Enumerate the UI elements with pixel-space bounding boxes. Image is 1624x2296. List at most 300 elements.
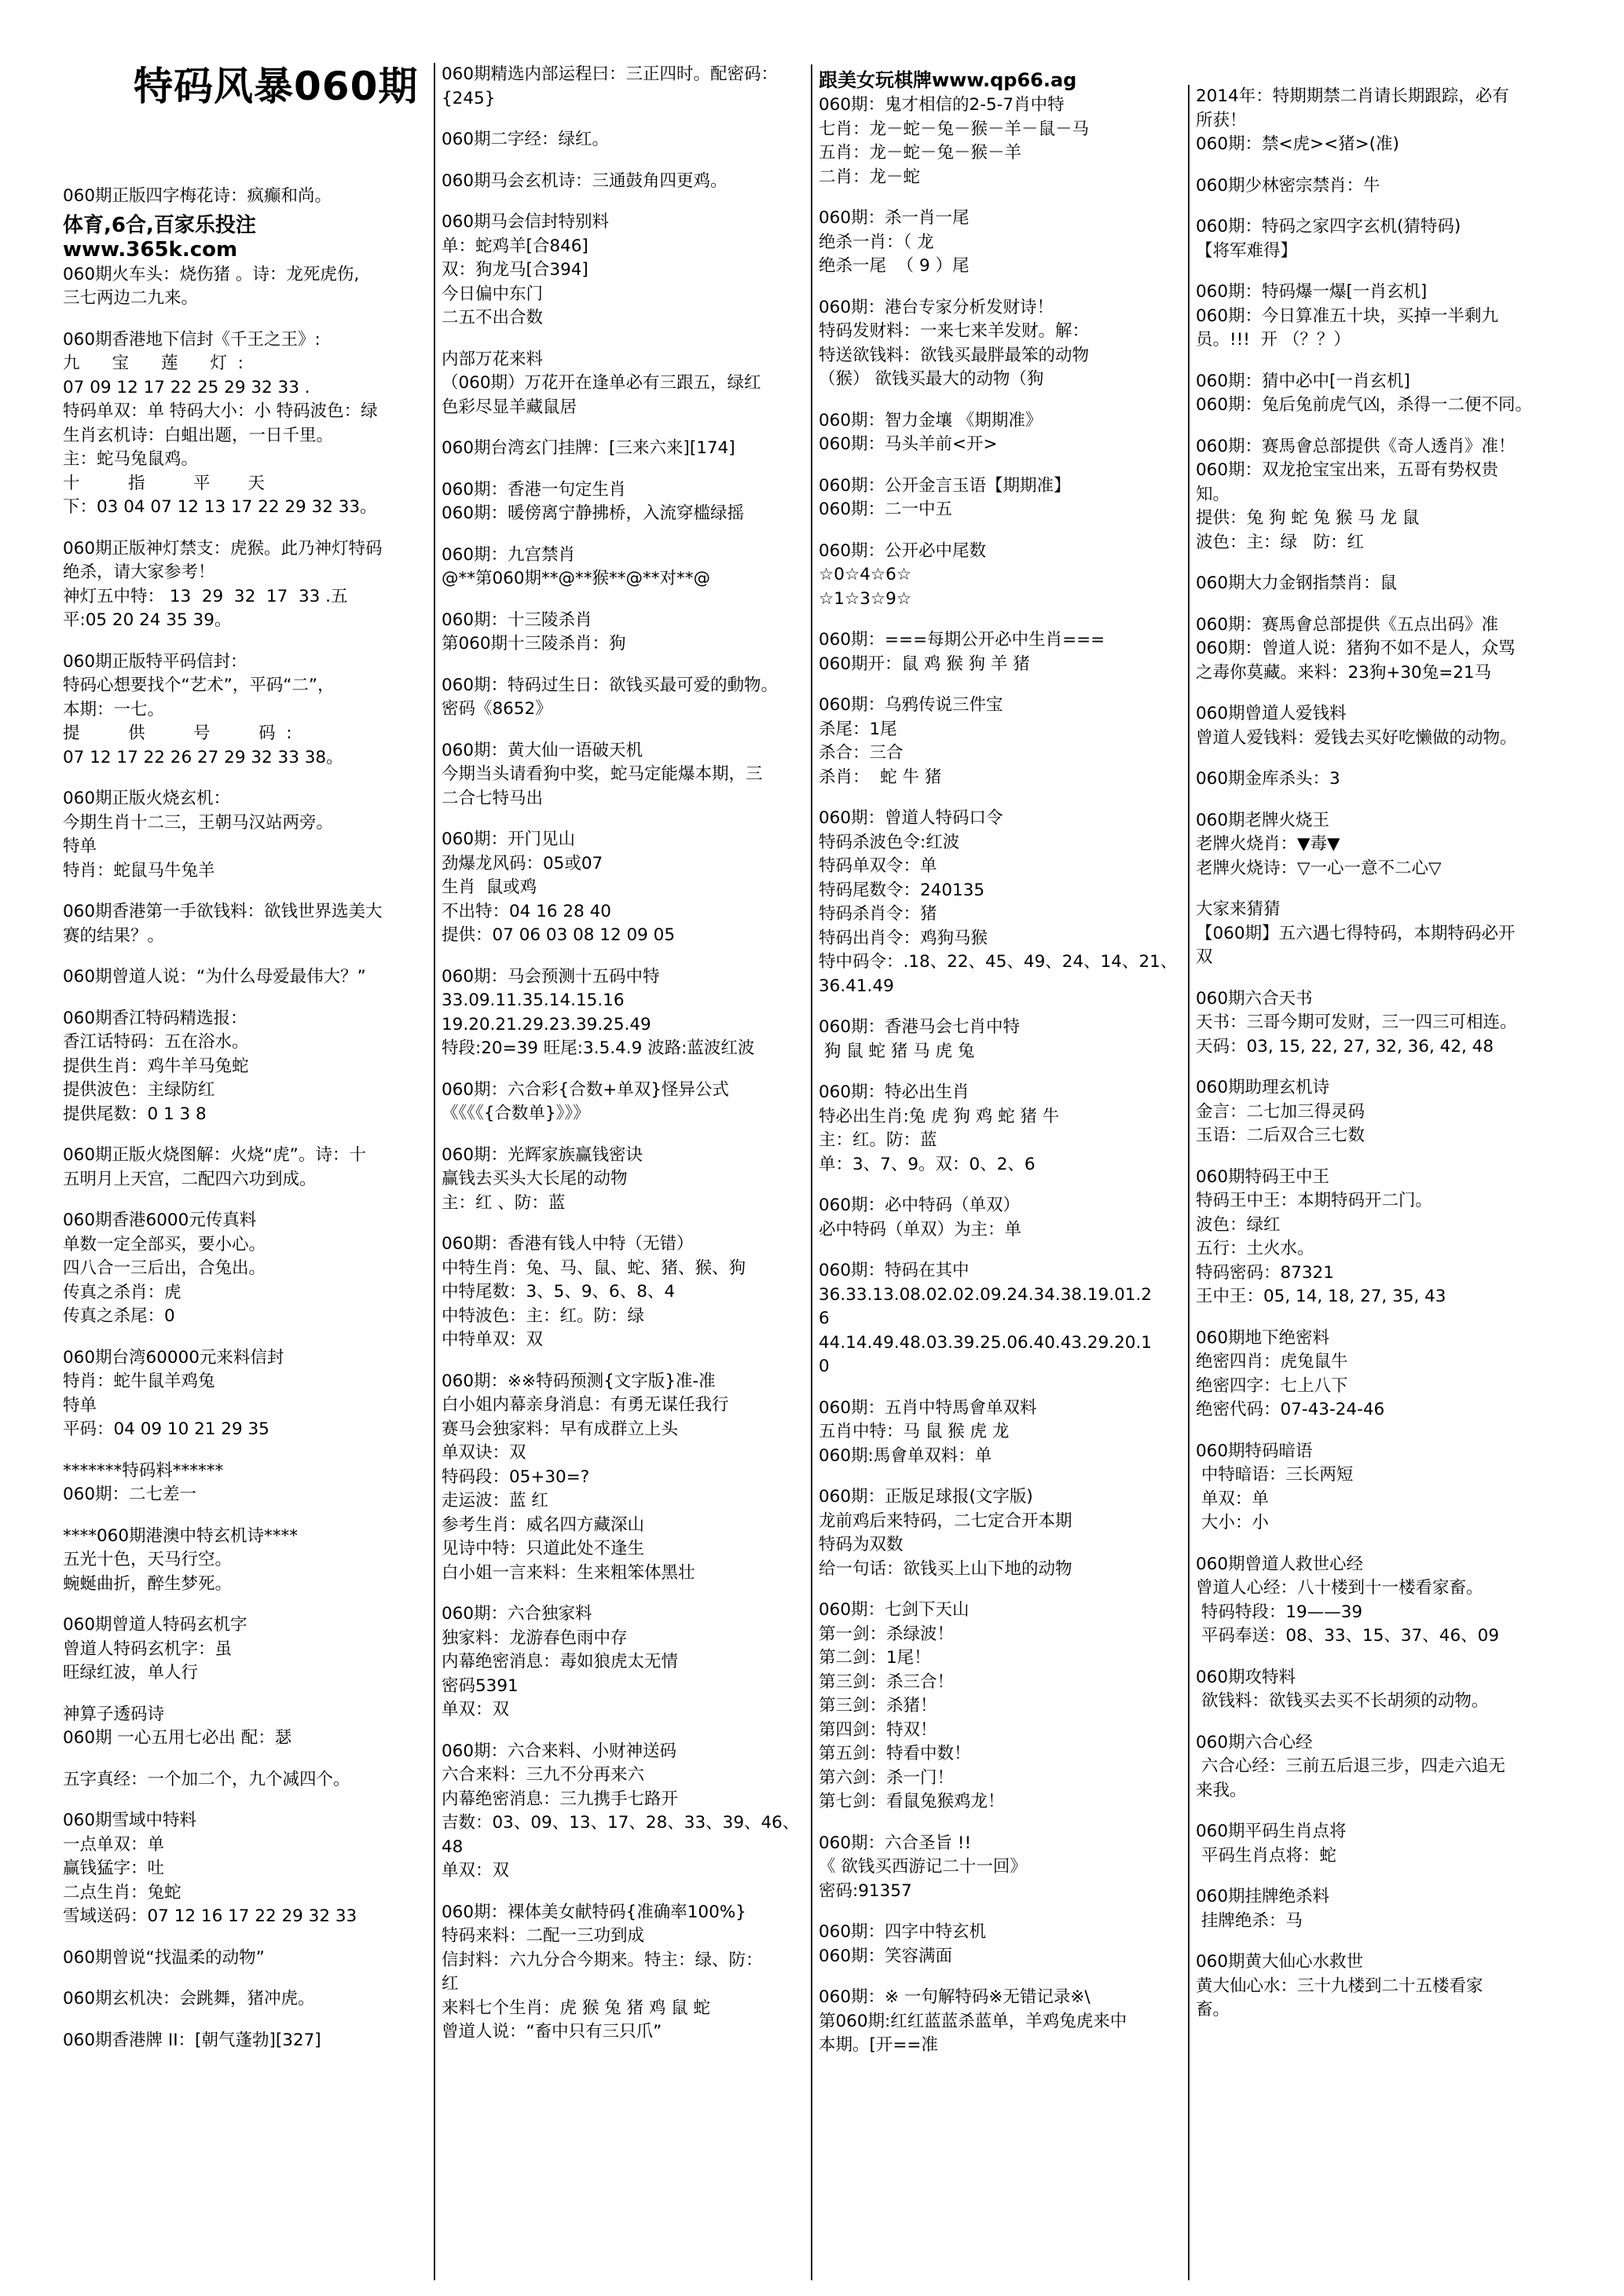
- text-line: 雪域送码：07 12 16 17 22 29 32 33: [63, 1906, 357, 1926]
- text-line: 060期：香港马会七肖中特: [819, 1017, 1021, 1037]
- text-line: 五明月上天宫，二配四六功到成。: [63, 1169, 317, 1189]
- text-line: 下：03 04 07 12 13 17 22 29 32 33。: [63, 497, 377, 517]
- text-line: 060期助理玄机诗: [1196, 1078, 1330, 1097]
- text-line: 060期：今日算准五十块，买掉一半剩九: [1196, 306, 1499, 326]
- text-line: 特肖：蛇牛鼠羊鸡兔: [63, 1371, 215, 1391]
- text-line: 神灯五中特： 13 29 32 17 33 .五: [63, 586, 348, 606]
- tip-block: [442, 128, 805, 152]
- text-line: 中特单双：双: [442, 1330, 544, 1349]
- text-line: 07 09 12 17 22 25 29 32 33 .: [63, 377, 310, 397]
- text-line: ****060期港澳中特玄机诗****: [63, 1525, 299, 1546]
- text-line: 绝杀一肖：（ 龙: [819, 232, 934, 252]
- text-line: ☆0☆4☆6☆: [819, 565, 912, 584]
- text-line: 必中特码（单双）为主：单: [819, 1219, 1022, 1240]
- text-line: 060期曾道人救世心经: [1196, 1554, 1364, 1574]
- text-line: 天码：03, 15, 22, 27, 32, 36, 42, 48: [1196, 1036, 1494, 1056]
- tip-block: [819, 628, 1182, 676]
- text-line: 知。: [1196, 484, 1230, 504]
- text-line: 特码单双：单 特码大小：小 特码波色：绿: [63, 401, 378, 421]
- tip-block: [442, 1602, 805, 1723]
- text-line: 大家来猜猜: [1196, 899, 1281, 919]
- tip-block: [819, 1986, 1182, 2058]
- text-line: 060期：特必出生肖: [819, 1082, 970, 1102]
- text-line: 060期：黄大仙一语破天机: [442, 740, 643, 760]
- text-line: 060期正版四字梅花诗：疯癫和尚。: [63, 186, 332, 206]
- tip-block: [819, 1832, 1182, 1904]
- brand-link[interactable]: 跟美女玩棋牌www.qp66.ag: [819, 69, 1077, 91]
- text-line: 六合来料：三九不分再来六: [442, 1765, 645, 1785]
- text-line: 060期：曾道人特码口令: [819, 808, 1003, 828]
- text-line: 060期曾道人说：“为什么母爱最伟大？”: [63, 967, 366, 987]
- tip-block: [1196, 174, 1567, 199]
- text-line: 绝密四字：七上八下: [1196, 1375, 1348, 1396]
- text-line: 曾道人爱钱料：爱钱去买好吃懒做的动物。: [1196, 727, 1517, 748]
- tip-block: [442, 674, 805, 722]
- text-line: 赛马会独家料：早有成群立上头: [442, 1419, 679, 1439]
- text-line: 060期台湾玄门挂牌：[三来六来][174]: [442, 438, 735, 458]
- text-line: 四八合一三后出，合兔出。: [63, 1258, 266, 1278]
- tip-block: [442, 965, 805, 1061]
- text-line: 信封料：六九分合今期来。特主：绿、防：: [442, 1950, 763, 1970]
- text-line: 波色：主：绿 防：红: [1196, 532, 1365, 552]
- text-line: 黄大仙心水：三十九楼到二十五楼看家: [1196, 1976, 1483, 1996]
- tip-block: [1196, 1553, 1567, 1649]
- brand-link[interactable]: 体育,6合,百家乐投注www.365k.com: [63, 213, 256, 262]
- text-line: 赢钱去买头大长尾的动物: [442, 1169, 628, 1188]
- tip-block: [1196, 1885, 1567, 1933]
- tip-block: [442, 1740, 805, 1884]
- text-line: 提供生肖：鸡牛羊马兔蛇: [63, 1056, 249, 1076]
- text-line: 060期：特码之家四字玄机(猜特码): [1196, 217, 1461, 236]
- tip-block: [442, 211, 805, 331]
- text-line: 060期：双龙抢宝宝出来，五哥有势权贵: [1196, 460, 1499, 480]
- text-line: 今期生肖十二三，王朝马汉站两旁。: [63, 812, 334, 833]
- text-line: 060期曾道人特码玄机字: [63, 1615, 247, 1635]
- text-line: 第七剑：看鼠兔猴鸡龙！: [819, 1792, 1005, 1811]
- column-3: [811, 64, 1188, 2280]
- text-line: 特码发财料：一来七来羊发财。解：: [819, 321, 1090, 341]
- text-line: ☆1☆3☆9☆: [819, 588, 912, 609]
- text-line: 本期。[开==准: [819, 2035, 938, 2055]
- tip-block: [63, 1209, 427, 1329]
- text-line: 平码生肖点将：蛇: [1196, 1845, 1336, 1866]
- text-line: 060期：开门见山: [442, 829, 576, 849]
- text-line: 第三剑：杀三合！: [819, 1672, 955, 1692]
- text-line: 060期台湾60000元来料信封: [63, 1347, 284, 1368]
- text-line: 欲钱料：欲钱买去买不长胡须的动物。: [1196, 1691, 1489, 1711]
- tip-block: [442, 1370, 805, 1586]
- text-line: 060期特码暗语: [1196, 1441, 1313, 1461]
- tip-block: [442, 1232, 805, 1353]
- tip-block: [819, 1485, 1182, 1581]
- tip-block: [63, 900, 427, 948]
- tip-block: [1196, 1440, 1567, 1536]
- text-line: 《 欲钱买西游记二十一回》: [819, 1857, 1027, 1877]
- text-line: 杀尾：1尾: [819, 719, 897, 739]
- text-line: 提供：07 06 03 08 12 09 05: [442, 925, 676, 945]
- text-line: 特单: [63, 1395, 97, 1415]
- text-line: 060期：兔后兔前虎气凶，杀得一二便不同。: [1196, 395, 1533, 415]
- text-line: 五光十色，天马行空。: [63, 1550, 233, 1569]
- text-line: 所获！: [1196, 110, 1247, 130]
- text-line: 060期：七剑下天山: [819, 1600, 970, 1620]
- text-line: 060期：公开金言玉语【期期准】: [819, 475, 1071, 496]
- tip-block: [442, 437, 805, 461]
- tip-block: [819, 409, 1182, 457]
- text-line: 36.33.13.08.02.02.09.24.34.38.19.01.2: [819, 1284, 1152, 1305]
- text-line: 060期:馬會单双料：单: [819, 1445, 992, 1466]
- text-line: 绝杀一尾 （ 9 ）尾: [819, 256, 970, 276]
- text-line: 平:05 20 24 35 39。: [63, 610, 232, 630]
- tip-block: [442, 63, 805, 111]
- text-line: 单数一定全部买，要小心。: [63, 1234, 266, 1254]
- text-line: 060期：禁<虎><猪>(准): [1196, 134, 1399, 154]
- text-line: 一点单双：单: [63, 1834, 165, 1855]
- tip-block: [1196, 85, 1567, 157]
- text-line: 特必出生肖:兔 虎 狗 鸡 蛇 猪 牛: [819, 1106, 1060, 1126]
- text-line: 绝密代码：07-43-24-46: [1196, 1400, 1385, 1419]
- text-line: 五肖中特：马 鼠 猴 虎 龙: [819, 1422, 1010, 1441]
- text-line: 060期玄机决：会跳舞，猪冲虎。: [63, 1989, 315, 2009]
- text-line: 天书：三哥今期可发财，三一四三可相连。: [1196, 1013, 1517, 1032]
- tip-block: [442, 478, 805, 526]
- text-line: 主：蛇马兔鼠鸡。: [63, 449, 199, 469]
- tip-block: [442, 739, 805, 811]
- tip-block: [1196, 1820, 1567, 1868]
- tip-block: [63, 1703, 427, 1751]
- text-line: 060期：六合圣旨 !!: [819, 1833, 972, 1853]
- text-line: 060期平码生肖点将: [1196, 1822, 1347, 1841]
- text-line: 赛的结果？。: [63, 925, 165, 946]
- text-line: 特码段：05+30=?: [442, 1467, 590, 1487]
- text-line: 060期大力金钢指禁肖：鼠: [1196, 573, 1398, 593]
- text-line: 见诗中特：只道此处不逢生: [442, 1539, 645, 1558]
- tip-block: [819, 1016, 1182, 1064]
- text-line: 060期：港台专家分析发财诗！: [819, 297, 1054, 317]
- text-line: 七肖：龙－蛇－兔－猴－羊－鼠－马: [819, 119, 1090, 139]
- tip-block: [442, 828, 805, 948]
- tip-block: [819, 807, 1182, 998]
- text-line: 060期少林密宗禁肖：牛: [1196, 175, 1380, 196]
- text-line: 中特波色：主：红。防：绿: [442, 1305, 645, 1326]
- text-line: 060期：香港有钱人中特（无错）: [442, 1234, 694, 1254]
- text-line: 单：蛇鸡羊[合846]: [442, 236, 588, 256]
- text-line: 060期六合心经: [1196, 1732, 1313, 1752]
- text-line: 33.09.11.35.14.15.16: [442, 991, 625, 1010]
- tip-block: [63, 1809, 427, 1929]
- text-line: 生肖 鼠或鸡: [442, 877, 537, 897]
- tip-block: [819, 694, 1182, 789]
- text-line: 玉语：二后双合三七数: [1196, 1126, 1366, 1145]
- tip-block: [63, 1007, 427, 1127]
- tip-block: [819, 207, 1182, 279]
- text-line: 060期：二一中五: [819, 500, 953, 519]
- text-line: 王中王：05, 14, 18, 27, 35, 43: [1196, 1287, 1446, 1306]
- tip-block: [63, 1346, 427, 1442]
- text-line: 060期马会信封特别料: [442, 212, 610, 232]
- text-line: 060期地下绝密料: [1196, 1327, 1330, 1348]
- text-line: 中特生肖：兔、马、鼠、蛇、猪、猴、狗: [442, 1258, 746, 1278]
- tip-block: [1196, 767, 1567, 792]
- text-line: 特码杀肖令：猪: [819, 904, 937, 924]
- text-line: 内幕绝密消息：毒如狼虎太无情: [442, 1652, 679, 1672]
- text-line: 060期：马会预测十五码中特: [442, 966, 660, 987]
- text-line: 060期雪域中特料: [63, 1811, 197, 1830]
- text-line: 060期：正版足球报(文字版): [819, 1487, 1033, 1507]
- text-line: 060期：杀一肖一尾: [819, 208, 970, 228]
- text-line: 传真之杀肖：虎: [63, 1282, 181, 1302]
- column-2: [434, 63, 811, 2280]
- text-line: 060期：※ 一句解特码※无错记录※\: [819, 1987, 1091, 2007]
- text-line: 参考生肖：威名四方藏深山: [442, 1514, 645, 1535]
- text-line: 蜿蜒曲折，醉生梦死。: [63, 1573, 233, 1594]
- text-line: 48: [442, 1836, 464, 1857]
- tip-block: [819, 1921, 1182, 1968]
- text-line: 特码尾数令：240135: [819, 880, 985, 900]
- text-line: 第六剑：杀一门！: [819, 1767, 955, 1788]
- text-line: 第四剑：特双！: [819, 1719, 937, 1740]
- text-line: 特码出肖令：鸡狗马猴: [819, 928, 988, 948]
- text-line: 绝杀，请大家参考！: [63, 562, 215, 582]
- text-line: 060期：光辉家族赢钱密诀: [442, 1144, 643, 1165]
- text-line: 提供波色：主绿防红: [63, 1080, 215, 1100]
- text-line: 本期：一七。: [63, 699, 165, 720]
- text-line: 来料七个生肖：虎 猴 兔 猪 鸡 鼠 蛇: [442, 1998, 711, 2018]
- text-line: 神算子透码诗: [63, 1704, 165, 1724]
- text-line: @**第060期**@**猴**@**对**@: [442, 569, 711, 588]
- text-line: 060期：香港一句定生肖: [442, 479, 626, 500]
- text-line: 密码《8652》: [442, 699, 552, 719]
- text-line: 单双：单: [1196, 1489, 1269, 1509]
- text-line: 中特尾数：3、5、9、6、8、4: [442, 1282, 676, 1302]
- text-line: 双: [1196, 947, 1213, 967]
- text-line: 060期挂牌绝杀料: [1196, 1887, 1330, 1906]
- text-line: 中特暗语：三长两短: [1196, 1465, 1354, 1485]
- column-4: [1188, 85, 1573, 2280]
- text-line: 6: [819, 1309, 830, 1328]
- text-line: 44.14.49.48.03.39.25.06.40.43.29.20.1: [819, 1332, 1152, 1353]
- tip-block: [1196, 702, 1567, 750]
- tip-block: [1196, 613, 1567, 686]
- text-line: 060期金库杀头：3: [1196, 769, 1340, 789]
- tip-block: [1196, 1076, 1567, 1148]
- text-line: 060期正版火烧玄机：: [63, 789, 231, 808]
- tip-block: [1196, 1327, 1567, 1423]
- text-line: 特码特段：19——39: [1196, 1602, 1363, 1622]
- text-line: 二五不出合数: [442, 308, 544, 328]
- text-line: 特码杀波色令:红波: [819, 832, 960, 852]
- tip-block: [442, 170, 805, 194]
- text-line: 曾道人说：“畜中只有三只爪”: [442, 2022, 662, 2041]
- text-line: 今日偏中东门: [442, 284, 544, 304]
- tip-block: [442, 1078, 805, 1126]
- text-line: 第二剑：1尾！: [819, 1648, 931, 1668]
- text-line: 060期：马头羊前<开>: [819, 434, 998, 454]
- text-line: 060期：五肖中特馬會单双料: [819, 1397, 1037, 1418]
- text-line: 060期：六合独家料: [442, 1604, 592, 1624]
- text-line: 特码王中王：本期特码开二门。: [1196, 1191, 1433, 1210]
- text-line: 060期：裸体美女献特码{准确率100%}: [442, 1902, 746, 1922]
- tip-block: [63, 328, 427, 520]
- tip-block: [442, 609, 805, 657]
- tip-block: [819, 474, 1182, 522]
- tip-block: [63, 1987, 427, 2012]
- text-line: 第060期:红红蓝蓝杀蓝单，羊鸡兔虎来中: [819, 2011, 1127, 2031]
- text-line: {245}: [442, 88, 496, 108]
- text-line: 060期：智力金壤 《期期准》: [819, 410, 1043, 430]
- text-line: 060期精选内部运程曰：三正四时。配密码：: [442, 64, 779, 84]
- text-line: 060期攻特料: [1196, 1667, 1296, 1687]
- text-line: 提供尾数：0 1 3 8: [63, 1104, 207, 1124]
- tip-block: [1196, 370, 1567, 418]
- text-line: 07 12 17 22 26 27 29 32 33 38。: [63, 747, 343, 767]
- text-line: 单双诀：双: [442, 1443, 526, 1463]
- text-line: 060期：鬼才相信的2-5-7肖中特: [819, 95, 1065, 115]
- tip-block: [819, 1598, 1182, 1814]
- text-line: 060期：特码在其中: [819, 1261, 970, 1280]
- text-line: 来我。: [1196, 1780, 1247, 1800]
- text-line: 特送欲钱料：欲钱买最胖最笨的动物: [819, 345, 1090, 365]
- text-line: 060期：必中特码（单双）: [819, 1196, 1021, 1215]
- text-line: 特中码令：.18、22、45、49、24、14、21、: [819, 952, 1178, 972]
- text-line: 单：3、7、9。双：0、2、6: [819, 1154, 1036, 1174]
- text-line: 0: [819, 1357, 830, 1376]
- text-line: 060期：赛馬會总部提供《五点出码》准: [1196, 614, 1499, 635]
- text-line: 060期香港牌 II：[朝气蓬勃][327]: [63, 2030, 321, 2050]
- tip-block: [63, 1144, 427, 1192]
- text-line: 单双：双: [442, 1700, 510, 1719]
- text-line: 060期：二七差一: [63, 1485, 197, 1504]
- text-line: 特单: [63, 837, 97, 856]
- tip-block: [1196, 898, 1567, 970]
- tip-block: [442, 1901, 805, 2045]
- text-line: 060期：乌鸦传说三件宝: [819, 695, 1003, 715]
- text-line: 060期正版特平码信封：: [63, 651, 247, 672]
- tip-block: [1196, 1731, 1567, 1803]
- tip-block: [819, 1397, 1182, 1469]
- text-line: 060期：※※特码预测{文字版}准-准: [442, 1371, 716, 1391]
- text-line: 老牌火烧诗：▽一心一意不二心▽: [1196, 858, 1442, 878]
- text-line: 060期：赛馬會总部提供《奇人透肖》准！: [1196, 436, 1516, 456]
- text-line: 特码为双数: [819, 1535, 904, 1554]
- text-line: 060期黄大仙心水救世: [1196, 1952, 1364, 1972]
- text-line: 提 供 号 码 :: [63, 723, 292, 743]
- text-line: 平码奉送：08、33、15、37、46、09: [1196, 1626, 1499, 1646]
- text-line: 2014年：特期期禁二肖请长期跟踪，必有: [1196, 86, 1509, 106]
- text-line: 波色：绿红: [1196, 1214, 1281, 1235]
- tip-block: [819, 296, 1182, 392]
- text-line: 九 宝 莲 灯 :: [63, 353, 244, 373]
- text-line: 060期开：鼠 鸡 猴 狗 羊 猪: [819, 654, 1030, 674]
- text-line: 旺绿红波，单人行: [63, 1663, 199, 1683]
- text-line: 主：红 、防：蓝: [442, 1192, 566, 1213]
- tip-block: [442, 348, 805, 420]
- text-line: 单双：双: [442, 1861, 510, 1880]
- text-line: 员。!!! 开 （？？）: [1196, 330, 1351, 350]
- text-line: 060期正版火烧图解：火烧“虎”。诗：十: [63, 1145, 366, 1165]
- text-line: 独家料：龙游春色雨中存: [442, 1628, 628, 1648]
- text-line: 白小姐内幕亲身消息：有勇无谋任我行: [442, 1395, 729, 1415]
- text-line: 060期：六合彩{合数+单双}怪异公式: [442, 1079, 729, 1100]
- text-line: 19.20.21.29.23.39.25.49: [442, 1014, 651, 1034]
- text-line: 060期香港第一手欲钱料：欲钱世界选美大: [63, 902, 383, 921]
- text-line: 060期曾说“找温柔的动物”: [63, 1947, 265, 1968]
- tip-block: [63, 2029, 427, 2053]
- tip-block: [1196, 1950, 1567, 2023]
- tip-block: [63, 1768, 427, 1792]
- text-line: 之毒你莫藏。来料：23狗+30兔=21马: [1196, 662, 1492, 683]
- text-line: 白小姐一言来料：生来粗笨体黑壮: [442, 1562, 695, 1583]
- text-line: 二肖：龙－蛇: [819, 167, 921, 187]
- text-line: 060期：特码爆一爆[一肖玄机]: [1196, 282, 1428, 302]
- text-line: 特码心想要找个“艺术”，平码“二”，: [63, 676, 335, 695]
- text-line: 曾道人心经：八十楼到十一楼看家畜。: [1196, 1578, 1483, 1598]
- text-line: 畜。: [1196, 2000, 1230, 2020]
- text-line: 金言：二七加三得灵码: [1196, 1101, 1366, 1122]
- text-line: 走运波：蓝 红: [442, 1491, 548, 1511]
- text-line: 吉数：03、09、13、17、28、33、39、46、: [442, 1813, 800, 1833]
- text-line: 提供：兔 狗 蛇 兔 猴 马 龙 鼠: [1196, 508, 1420, 528]
- tip-block: [819, 1081, 1182, 1177]
- text-line: 060期火车头：烧伤猪 。诗：龙死虎伤,: [63, 264, 360, 284]
- text-line: 060期：公开必中尾数: [819, 540, 987, 561]
- text-line: 色彩尽显羊藏鼠居: [442, 397, 577, 417]
- text-line: 五肖：龙－蛇－兔－猴－羊: [819, 143, 1022, 163]
- text-line: 红: [442, 1974, 459, 1994]
- tip-block: [63, 965, 427, 990]
- text-line: 十 指 平 天: [63, 473, 265, 493]
- text-line: 060期：曾道人说：猪狗不如不是人，众骂: [1196, 639, 1516, 658]
- text-line: 今期当头请看狗中奖，蛇马定能爆本期，三: [442, 764, 763, 784]
- text-line: 特码单双令：单: [819, 856, 937, 876]
- text-line: 内部万花来料: [442, 349, 544, 369]
- text-line: 杀合：三合: [819, 743, 904, 763]
- text-line: 六合心经：三前五后退三步，四走六追无: [1196, 1756, 1505, 1776]
- tip-block: [63, 537, 427, 633]
- text-line: 【060期】五六遇七得特码，本期特码必开: [1196, 923, 1516, 943]
- text-line: 【将军难得】: [1196, 240, 1298, 261]
- text-line: 060期老牌火烧王: [1196, 810, 1330, 830]
- text-line: 第060期十三陵杀肖：狗: [442, 634, 626, 654]
- text-line: 《《《《{合数单}》》》: [442, 1104, 590, 1123]
- text-line: 双：狗龙马[合394]: [442, 260, 588, 280]
- tip-block: [1196, 215, 1567, 263]
- tip-block: [63, 1946, 427, 1971]
- text-line: 密码:91357: [819, 1880, 912, 1901]
- text-line: 060期正版神灯禁支：虎猴。此乃神灯特码: [63, 538, 383, 558]
- text-line: 主：红。防：蓝: [819, 1130, 937, 1150]
- text-line: 第三剑：杀猪！: [819, 1696, 937, 1716]
- tip-block: [1196, 280, 1567, 353]
- tip-block: [1196, 987, 1567, 1060]
- tip-block: [1196, 1666, 1567, 1714]
- text-line: 赢钱猛字：吐: [63, 1858, 165, 1878]
- text-line: （060期）万花开在逢单必有三跟五，绿红: [442, 373, 761, 393]
- text-line: 060期香江特码精选报：: [63, 1008, 247, 1028]
- text-line: 060期：===每期公开必中生肖===: [819, 630, 1105, 650]
- text-line: 龙前鸡后来特码，二七定合开本期: [819, 1511, 1072, 1531]
- tip-block: [442, 1144, 805, 1216]
- text-line: 老牌火烧肖：▼毒▼: [1196, 834, 1340, 854]
- text-line: 060期：四字中特玄机: [819, 1922, 987, 1942]
- text-line: 060期：特码过生日：欲钱买最可爱的動物。: [442, 675, 779, 695]
- text-line: 060期：九宫禁肖: [442, 544, 576, 565]
- tip-block: [819, 540, 1182, 612]
- text-line: 060期：六合来料、小财神送码: [442, 1741, 677, 1761]
- tip-block: [63, 787, 427, 883]
- text-line: 060期曾道人爱钱料: [1196, 704, 1347, 723]
- text-line: 三七两边二九来。: [63, 288, 199, 308]
